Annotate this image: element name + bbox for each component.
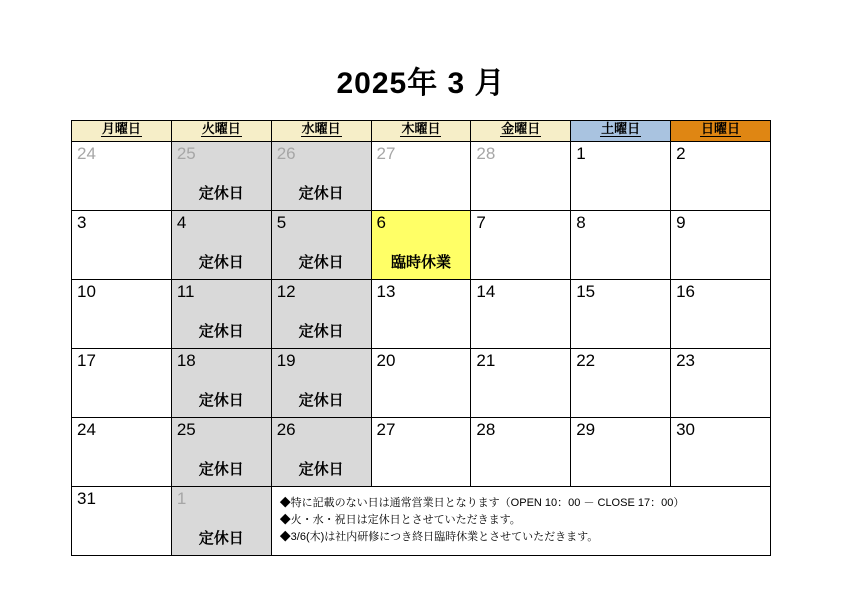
day-number: 6 <box>376 213 386 232</box>
day-number: 13 <box>376 282 396 301</box>
column-header-sunday <box>671 121 771 142</box>
day-number: 9 <box>676 213 686 232</box>
day-cell[interactable] <box>471 418 571 487</box>
day-number: 28 <box>476 144 496 163</box>
calendar-week-row <box>72 349 771 418</box>
day-note: 臨時休業 <box>390 254 451 271</box>
day-number: 18 <box>176 351 196 370</box>
column-header-saturday-label: 土曜日 <box>601 121 641 136</box>
day-cell[interactable] <box>171 349 271 418</box>
day-cell[interactable] <box>72 418 172 487</box>
day-cell[interactable] <box>271 280 371 349</box>
calendar-table <box>71 120 771 556</box>
day-cell[interactable] <box>571 280 671 349</box>
day-cell[interactable] <box>671 211 771 280</box>
day-note: 定休日 <box>198 530 244 547</box>
day-number: 22 <box>576 351 596 370</box>
day-number: 16 <box>676 282 695 301</box>
column-header-monday-label: 月曜日 <box>101 121 141 136</box>
column-header-wednesday-label: 水曜日 <box>301 121 341 136</box>
day-cell[interactable] <box>171 142 271 211</box>
day-note: 定休日 <box>198 392 244 409</box>
day-number: 17 <box>77 351 96 370</box>
legend-notes <box>271 487 770 556</box>
day-number: 25 <box>176 144 196 163</box>
column-header-monday <box>72 121 172 142</box>
day-cell[interactable] <box>671 280 771 349</box>
day-cell[interactable] <box>671 418 771 487</box>
legend-line-3: ◆3/6(木)は社内研修につき終日臨時休業とさせていただきます。 <box>279 531 599 543</box>
day-cell[interactable] <box>72 211 172 280</box>
day-number: 2 <box>676 144 686 163</box>
day-number: 23 <box>676 351 695 370</box>
day-note: 定休日 <box>298 254 344 271</box>
day-number: 27 <box>376 420 396 439</box>
day-number: 8 <box>576 213 586 232</box>
day-cell[interactable] <box>72 280 172 349</box>
day-number: 1 <box>576 144 586 163</box>
calendar-week-row <box>72 280 771 349</box>
day-number: 28 <box>476 420 496 439</box>
day-number: 21 <box>476 351 496 370</box>
day-cell[interactable] <box>571 142 671 211</box>
day-cell[interactable] <box>371 280 471 349</box>
day-cell[interactable] <box>471 349 571 418</box>
day-note: 定休日 <box>198 254 244 271</box>
calendar-week-row-last <box>72 487 771 556</box>
day-number: 19 <box>276 351 296 370</box>
day-number: 7 <box>476 213 486 232</box>
day-note: 定休日 <box>298 392 344 409</box>
day-cell[interactable] <box>571 211 671 280</box>
day-cell[interactable] <box>271 142 371 211</box>
day-number: 26 <box>276 420 296 439</box>
day-cell[interactable] <box>371 349 471 418</box>
day-number: 5 <box>276 213 287 232</box>
column-header-saturday <box>571 121 671 142</box>
day-cell[interactable] <box>671 349 771 418</box>
day-cell[interactable] <box>271 349 371 418</box>
day-note: 定休日 <box>298 461 344 478</box>
day-number: 31 <box>77 489 96 508</box>
day-number: 26 <box>276 144 296 163</box>
column-header-friday-label: 金曜日 <box>501 121 541 136</box>
day-number: 11 <box>176 282 195 301</box>
day-number: 29 <box>576 420 596 439</box>
day-cell[interactable] <box>471 280 571 349</box>
day-number: 10 <box>77 282 96 301</box>
column-header-friday <box>471 121 571 142</box>
day-number: 15 <box>576 282 596 301</box>
legend-line-2: ◆火・水・祝日は定休日とさせていただきます。 <box>279 514 521 526</box>
day-cell[interactable] <box>271 211 371 280</box>
day-number: 14 <box>476 282 496 301</box>
day-number: 30 <box>676 420 695 439</box>
day-number: 1 <box>176 489 187 508</box>
day-cell[interactable] <box>471 211 571 280</box>
day-number: 24 <box>77 420 96 439</box>
day-note: 定休日 <box>198 461 244 478</box>
day-cell[interactable] <box>171 487 271 556</box>
calendar-week-row <box>72 211 771 280</box>
day-note: 定休日 <box>298 185 344 202</box>
day-note: 定休日 <box>198 185 244 202</box>
column-header-tuesday-label: 火曜日 <box>201 121 241 136</box>
calendar-body <box>72 142 771 556</box>
column-header-sunday-label: 日曜日 <box>701 121 741 136</box>
day-number: 25 <box>176 420 196 439</box>
day-cell[interactable] <box>471 142 571 211</box>
day-note: 定休日 <box>198 323 244 340</box>
day-cell[interactable] <box>271 418 371 487</box>
day-number: 27 <box>376 144 396 163</box>
day-number: 12 <box>276 282 296 301</box>
day-cell[interactable] <box>72 487 172 556</box>
day-cell[interactable] <box>72 142 172 211</box>
day-number: 20 <box>376 351 396 370</box>
day-cell[interactable] <box>371 418 471 487</box>
calendar-week-row <box>72 418 771 487</box>
column-header-thursday <box>371 121 471 142</box>
legend-line-1: ◆特に記載のない日は通常営業日となります（OPEN 10：00 － CLOSE 17：00） <box>279 497 685 509</box>
day-note: 定休日 <box>298 323 344 340</box>
day-number: 4 <box>176 213 187 232</box>
day-cell[interactable] <box>171 280 271 349</box>
day-cell[interactable] <box>671 142 771 211</box>
calendar-week-row <box>72 142 771 211</box>
day-cell[interactable] <box>571 418 671 487</box>
day-cell[interactable] <box>571 349 671 418</box>
day-cell[interactable] <box>171 211 271 280</box>
day-cell[interactable] <box>171 418 271 487</box>
column-header-tuesday <box>171 121 271 142</box>
day-number: 3 <box>77 213 87 232</box>
day-number: 24 <box>77 144 96 163</box>
day-cell[interactable] <box>371 211 471 280</box>
calendar-header-row <box>72 121 771 142</box>
column-header-wednesday <box>271 121 371 142</box>
page-title: 2025年 3 月 <box>336 67 506 100</box>
day-cell[interactable] <box>371 142 471 211</box>
column-header-thursday-label: 木曜日 <box>401 121 441 136</box>
day-cell[interactable] <box>72 349 172 418</box>
